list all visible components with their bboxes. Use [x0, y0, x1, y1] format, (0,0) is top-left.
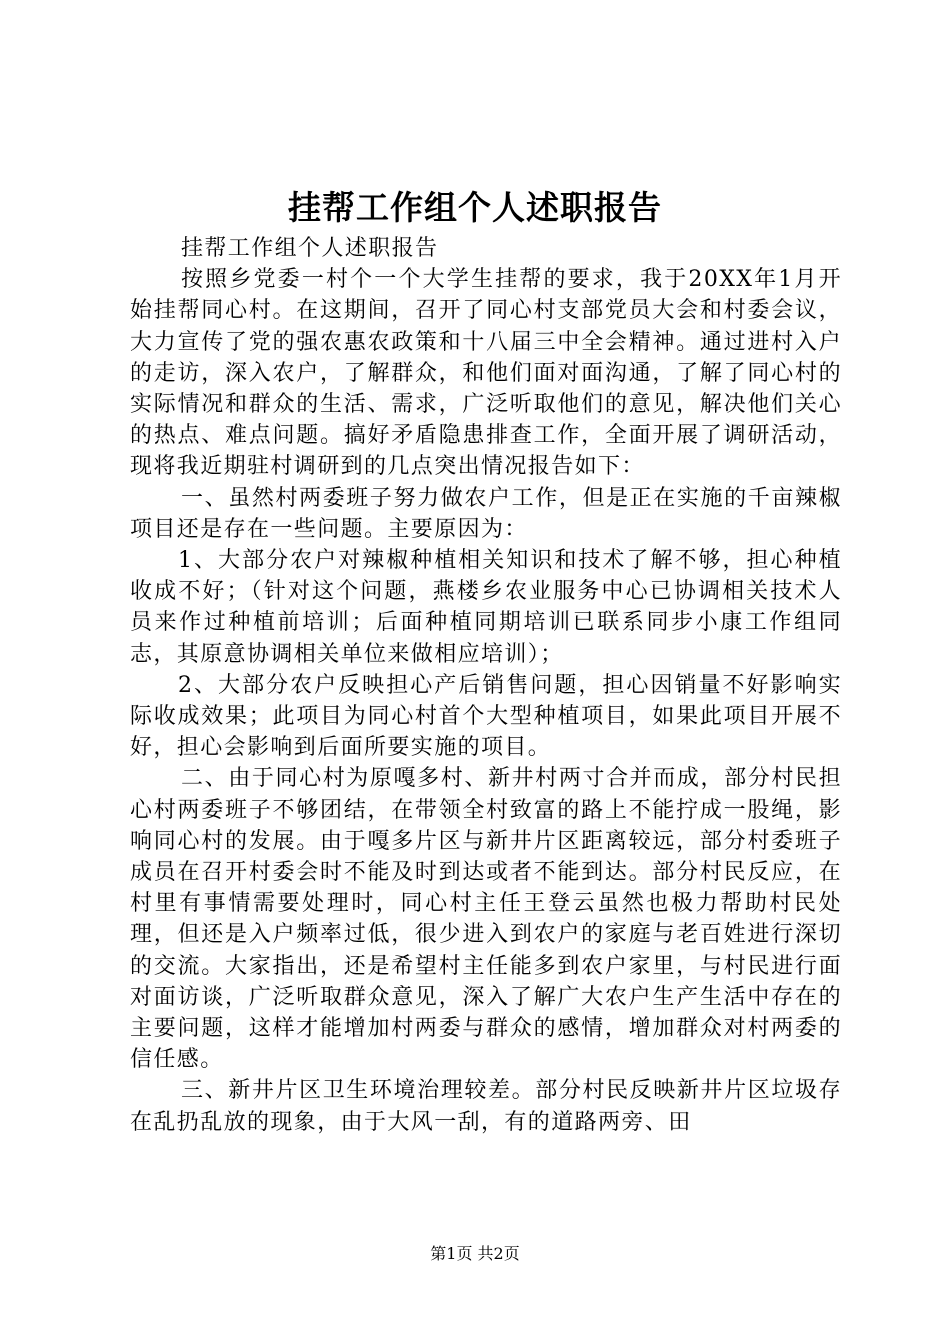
document-body: [130, 233, 842, 1138]
paragraph-section-3: 三、新井片区卫生环境治理较差。部分村民反映新井片区垃圾存在乱扔乱放的现象，由于大风一刮，有的道路两旁、田: [130, 1078, 842, 1135]
document-title: 挂帮工作组个人述职报告: [288, 188, 662, 227]
paragraph-item-2: 2、大部分农户反映担心产后销售问题，担心因销量不好影响实际收成效果；此项目为同心村首个大型种植项目，如果此项目开展不好，担心会影响到后面所要实施的项目。: [130, 672, 842, 761]
paragraph-section-2: 二、由于同心村为原嘎多村、新井村两寸合并而成，部分村民担心村两委班子不够团结，在带领全村致富的路上不能拧成一股绳，影响同心村的发展。由于嘎多片区与新井片区距离较远，部分村委班子成员在召开村委会时不能及时到达或者不能到达。部分村民反应，在村里有事情需要处理时，同心村主任王登云虽然也极力帮助村民处理，但还是入户频率过低，很少进入到农户的家庭与老百姓进行深切的交流。大家指出，还是希望村主任能多到农户家里，与村民进行面对面访谈，广泛听取群众意见，深入了解广大农户生产生活中存在的主要问题，这样才能增加村两委与群众的感情，增加群众对村两委的信任感。: [130, 766, 842, 1073]
page-footer: 第1页 共2页: [430, 1244, 520, 1263]
paragraph-intro: 按照乡党委一村个一个大学生挂帮的要求，我于20XX年1月开始挂帮同心村。在这期间，召开了同心村支部党员大会和村委会议，大力宣传了党的强农惠农政策和十八届三中全会精神。通过进村入户的走访，深入农户，了解群众，和他们面对面沟通，了解了同心村的实际情况和群众的生活、需求，广泛听取他们的意见，解决他们关心的热点、难点问题。搞好矛盾隐患排查工作，全面开展了调研活动，现将我近期驻村调研到的几点突出情况报告如下：: [130, 267, 842, 480]
paragraph-item-1: 1、大部分农户对辣椒种植相关知识和技术了解不够，担心种植收成不好；（针对这个问题，燕楼乡农业服务中心已协调相关技术人员来作过种植前培训；后面种植同期培训已联系同步小康工作组同志，其原意协调相关单位来做相应培训）；: [130, 548, 842, 667]
paragraph-subtitle: 挂帮工作组个人述职报告: [181, 236, 439, 261]
paragraph-section-1: 一、虽然村两委班子努力做农户工作，但是正在实施的千亩辣椒项目还是存在一些问题。主要原因为：: [130, 485, 842, 542]
